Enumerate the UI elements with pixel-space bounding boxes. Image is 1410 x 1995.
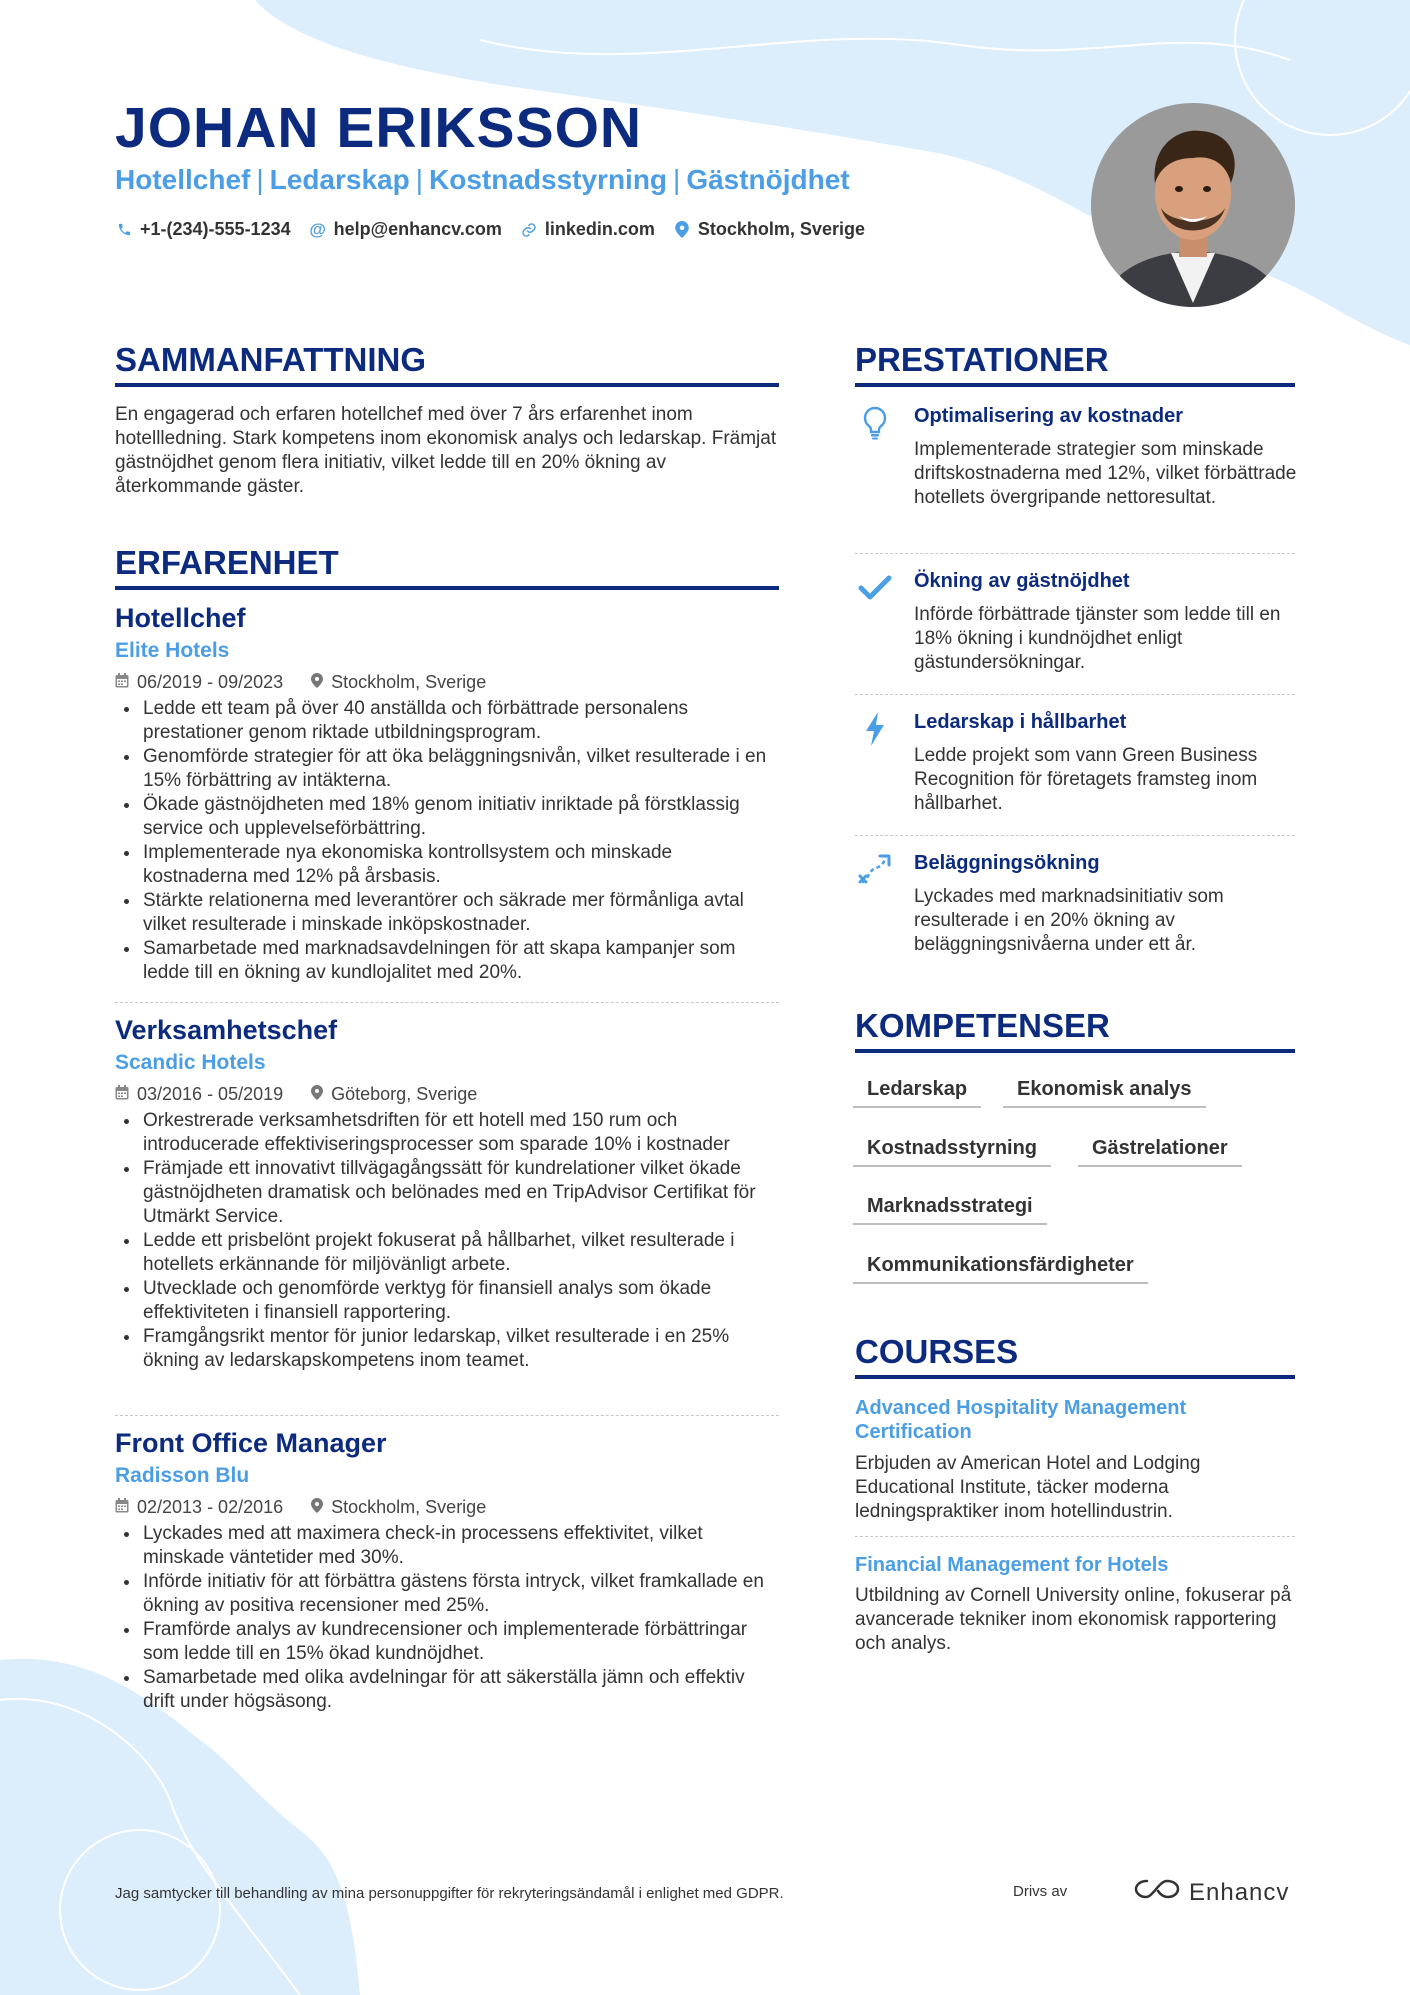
location-pin-icon	[311, 1498, 323, 1517]
job-bullets	[115, 1109, 780, 1373]
job-entry	[115, 1428, 780, 1714]
location-pin-icon	[311, 1085, 323, 1104]
job-bullet: • Införde initiativ för att förbättra gästens första intryck, vilket framkallade en ökning av positiva recensioner med 25%.	[141, 1570, 780, 1618]
entry-divider	[855, 835, 1295, 836]
course-title: Financial Management for Hotels	[855, 1554, 1169, 1576]
job-bullet: • Ledde ett team på över 40 anställda och förbättrade personalens prestationer genom riktade utbildningsprogram.	[141, 697, 780, 745]
contact-bar	[115, 219, 865, 240]
powered-by-label: Drivs av	[1013, 1883, 1068, 1900]
calendar-icon	[115, 1085, 129, 1104]
linkedin-contact[interactable]	[520, 219, 655, 240]
achievement-title: Optimalisering av kostnader	[914, 405, 1183, 427]
job-location	[311, 672, 486, 693]
phone-icon	[115, 222, 133, 237]
job-bullet: • Utvecklade och genomförde verktyg för finansiell analys som ökade effektiviteten i finansiell rapportering.	[141, 1277, 780, 1325]
achievement-desc: Införde förbättrade tjänster som ledde till en 18% ökning i kundnöjdhet enligt gästundersökningar.	[914, 604, 1281, 673]
headline: Hotellchef | Ledarskap | Kostnadsstyrning | Gästnöjdhet	[115, 164, 850, 195]
skills-heading: KOMPETENSER	[855, 1007, 1110, 1044]
entry-divider	[855, 1536, 1295, 1537]
company-name: Elite Hotels	[115, 639, 230, 662]
courses-heading: COURSES	[855, 1333, 1019, 1370]
headline-item: Gästnöjdhet	[686, 164, 850, 195]
course-title: Advanced Hospitality Management Certification	[855, 1397, 1187, 1443]
location-pin-icon	[673, 221, 691, 238]
job-location-text: Göteborg, Sverige	[331, 1083, 478, 1104]
experience-rule	[115, 586, 779, 590]
skill-tag: Kostnadsstyrning	[853, 1133, 1051, 1167]
job-dates: 02/2013 - 02/2016	[137, 1496, 284, 1517]
job-title: Front Office Manager	[115, 1428, 387, 1458]
job-dates: 03/2016 - 05/2019	[137, 1083, 284, 1104]
job-bullet: • Samarbetade med marknadsavdelningen för att skapa kampanjer som ledde till en ökning av kundlojalitet med 20%.	[141, 937, 780, 985]
linkedin-text: linkedin.com	[544, 219, 655, 239]
entry-divider	[115, 1415, 779, 1416]
job-bullet: • Främjade ett innovativt tillvägagångssätt för kundrelationer vilket ökade gästnöjdheten dramatisk och belönades med en TripAdvisor Certifikat för Utmärkt Service.	[141, 1157, 780, 1229]
infinity-logo-icon	[1133, 1876, 1181, 1909]
achievement-desc: Implementerade strategier som minskade driftskostnaderna med 12%, vilket förbättrade hotellets övergripande nettoresultat.	[914, 439, 1297, 508]
location-pin-icon	[311, 673, 323, 692]
job-bullets	[115, 697, 780, 985]
calendar-icon	[115, 673, 129, 692]
checkmark-icon	[855, 570, 895, 606]
job-bullet: • Ökade gästnöjdheten med 18% genom initiativ inriktade på förstklassig service och upplevelseförbättring.	[141, 793, 780, 841]
achievements-rule	[855, 383, 1295, 387]
achievement-desc: Ledde projekt som vann Green Business Recognition för företagets framsteg inom hållbarhet.	[914, 745, 1258, 814]
achievement-title: Ledarskap i hållbarhet	[914, 711, 1127, 733]
link-icon	[520, 222, 538, 238]
gdpr-consent: Jag samtycker till behandling av mina personuppgifter för rekryteringsändamål i enlighet med GDPR.	[115, 1885, 784, 1902]
job-bullet: • Orkestrerade verksamhetsdriften för ett hotell med 150 rum och introducerade effektiviseringsprocesser som sparade 10% i kostnader	[141, 1109, 780, 1157]
location-contact	[673, 219, 865, 240]
achievement-item	[855, 711, 1295, 826]
phone-contact[interactable]	[115, 219, 291, 240]
headline-item: Kostnadsstyrning	[429, 164, 668, 195]
company-name: Radisson Blu	[115, 1464, 250, 1487]
achievement-item	[855, 570, 1295, 685]
job-bullet: • Framförde analys av kundrecensioner och implementerade förbättringar som ledde till en 15% ökad kundnöjdhet.	[141, 1618, 780, 1666]
course-desc: Utbildning av Cornell University online, fokuserar på avancerade tekniker inom ekonomisk rapportering och analys.	[855, 1585, 1292, 1654]
entry-divider	[855, 553, 1295, 554]
job-bullet: • Lyckades med att maximera check-in processens effektivitet, vilket minskade väntetider med 30%.	[141, 1522, 780, 1570]
entry-divider	[115, 1002, 779, 1003]
course-desc: Erbjuden av American Hotel and Lodging Educational Institute, täcker moderna ledningspraktiker inom hotellindustrin.	[855, 1453, 1201, 1522]
location-text: Stockholm, Sverige	[697, 219, 865, 239]
summary-heading: SAMMANFATTNING	[115, 341, 427, 378]
skill-tag: Gästrelationer	[1078, 1133, 1242, 1167]
job-bullet: • Implementerade nya ekonomiska kontrollsystem och minskade kostnaderna med 12% på årsbasis.	[141, 841, 780, 889]
summary-rule	[115, 383, 779, 387]
job-bullet: • Genomförde strategier för att öka beläggningsnivån, vilket resulterade i en 15% förbättring av intäkterna.	[141, 745, 780, 793]
job-title: Hotellchef	[115, 603, 246, 633]
achievement-title: Ökning av gästnöjdhet	[914, 570, 1130, 592]
enhancv-logo[interactable]	[1133, 1876, 1289, 1909]
job-dates: 06/2019 - 09/2023	[137, 671, 284, 692]
job-location-text: Stockholm, Sverige	[331, 671, 487, 692]
job-bullet: • Framgångsrikt mentor för junior ledarskap, vilket resulterade i en 25% ökning av ledarskapskompetens inom teamet.	[141, 1325, 780, 1373]
lightning-icon	[855, 711, 895, 747]
experience-heading: ERFARENHET	[115, 544, 339, 581]
lightbulb-icon	[855, 405, 895, 441]
achievement-title: Beläggningsökning	[914, 852, 1100, 874]
candidate-name: JOHAN ERIKSSON	[115, 96, 643, 160]
courses-rule	[855, 1375, 1295, 1379]
headline-item: Ledarskap	[269, 164, 410, 195]
achievements-heading: PRESTATIONER	[855, 341, 1109, 378]
job-meta	[115, 669, 780, 695]
job-meta	[115, 1081, 780, 1107]
job-bullets	[115, 1522, 780, 1714]
achievement-item	[855, 852, 1295, 967]
skill-tag: Marknadsstrategi	[853, 1191, 1047, 1225]
job-bullet: • Stärkte relationerna med leverantörer och säkrade mer förmånliga avtal vilket resulterade i minskade inköpskostnader.	[141, 889, 780, 937]
job-title: Verksamhetschef	[115, 1015, 338, 1045]
entry-divider	[855, 694, 1295, 695]
email-contact[interactable]	[309, 219, 502, 240]
headline-item: Hotellchef	[115, 164, 251, 195]
achievement-item	[855, 405, 1295, 545]
skill-tag: Ekonomisk analys	[1003, 1074, 1206, 1108]
at-icon: @	[309, 219, 326, 239]
job-location	[311, 1084, 477, 1105]
skill-tag: Ledarskap	[853, 1074, 981, 1108]
job-meta	[115, 1494, 780, 1520]
company-name: Scandic Hotels	[115, 1051, 266, 1074]
brand-name: Enhancv	[1189, 1878, 1290, 1906]
phone-text: +1-(234)-555-1234	[140, 219, 291, 239]
job-entry	[115, 603, 780, 985]
job-location-text: Stockholm, Sverige	[331, 1496, 487, 1517]
achievement-desc: Lyckades med marknadsinitiativ som resulterade i en 20% ökning av beläggningsnivåerna under ett år.	[914, 886, 1224, 955]
skills-rule	[855, 1049, 1295, 1053]
route-icon	[855, 852, 895, 888]
job-bullet: • Ledde ett prisbelönt projekt fokuserat på hållbarhet, vilket resulterade i hotellets erkännande för miljövänligt arbete.	[141, 1229, 780, 1277]
profile-photo	[1091, 103, 1295, 307]
email-text: help@enhancv.com	[333, 219, 502, 239]
job-location	[311, 1497, 486, 1518]
calendar-icon	[115, 1498, 129, 1517]
job-entry	[115, 1015, 780, 1373]
skill-tag: Kommunikationsfärdigheter	[853, 1250, 1148, 1284]
summary-text: En engagerad och erfaren hotellchef med över 7 års erfarenhet inom hotellledning. Stark kompetens inom ekonomisk analys och ledarskap. Främjat gästnöjdhet genom flera initiativ, vilket ledde till en 20% ökning av återkommande gäster.	[115, 404, 777, 497]
job-bullet: • Samarbetade med olika avdelningar för att säkerställa jämn och effektiv drift under högsäsong.	[141, 1666, 780, 1714]
